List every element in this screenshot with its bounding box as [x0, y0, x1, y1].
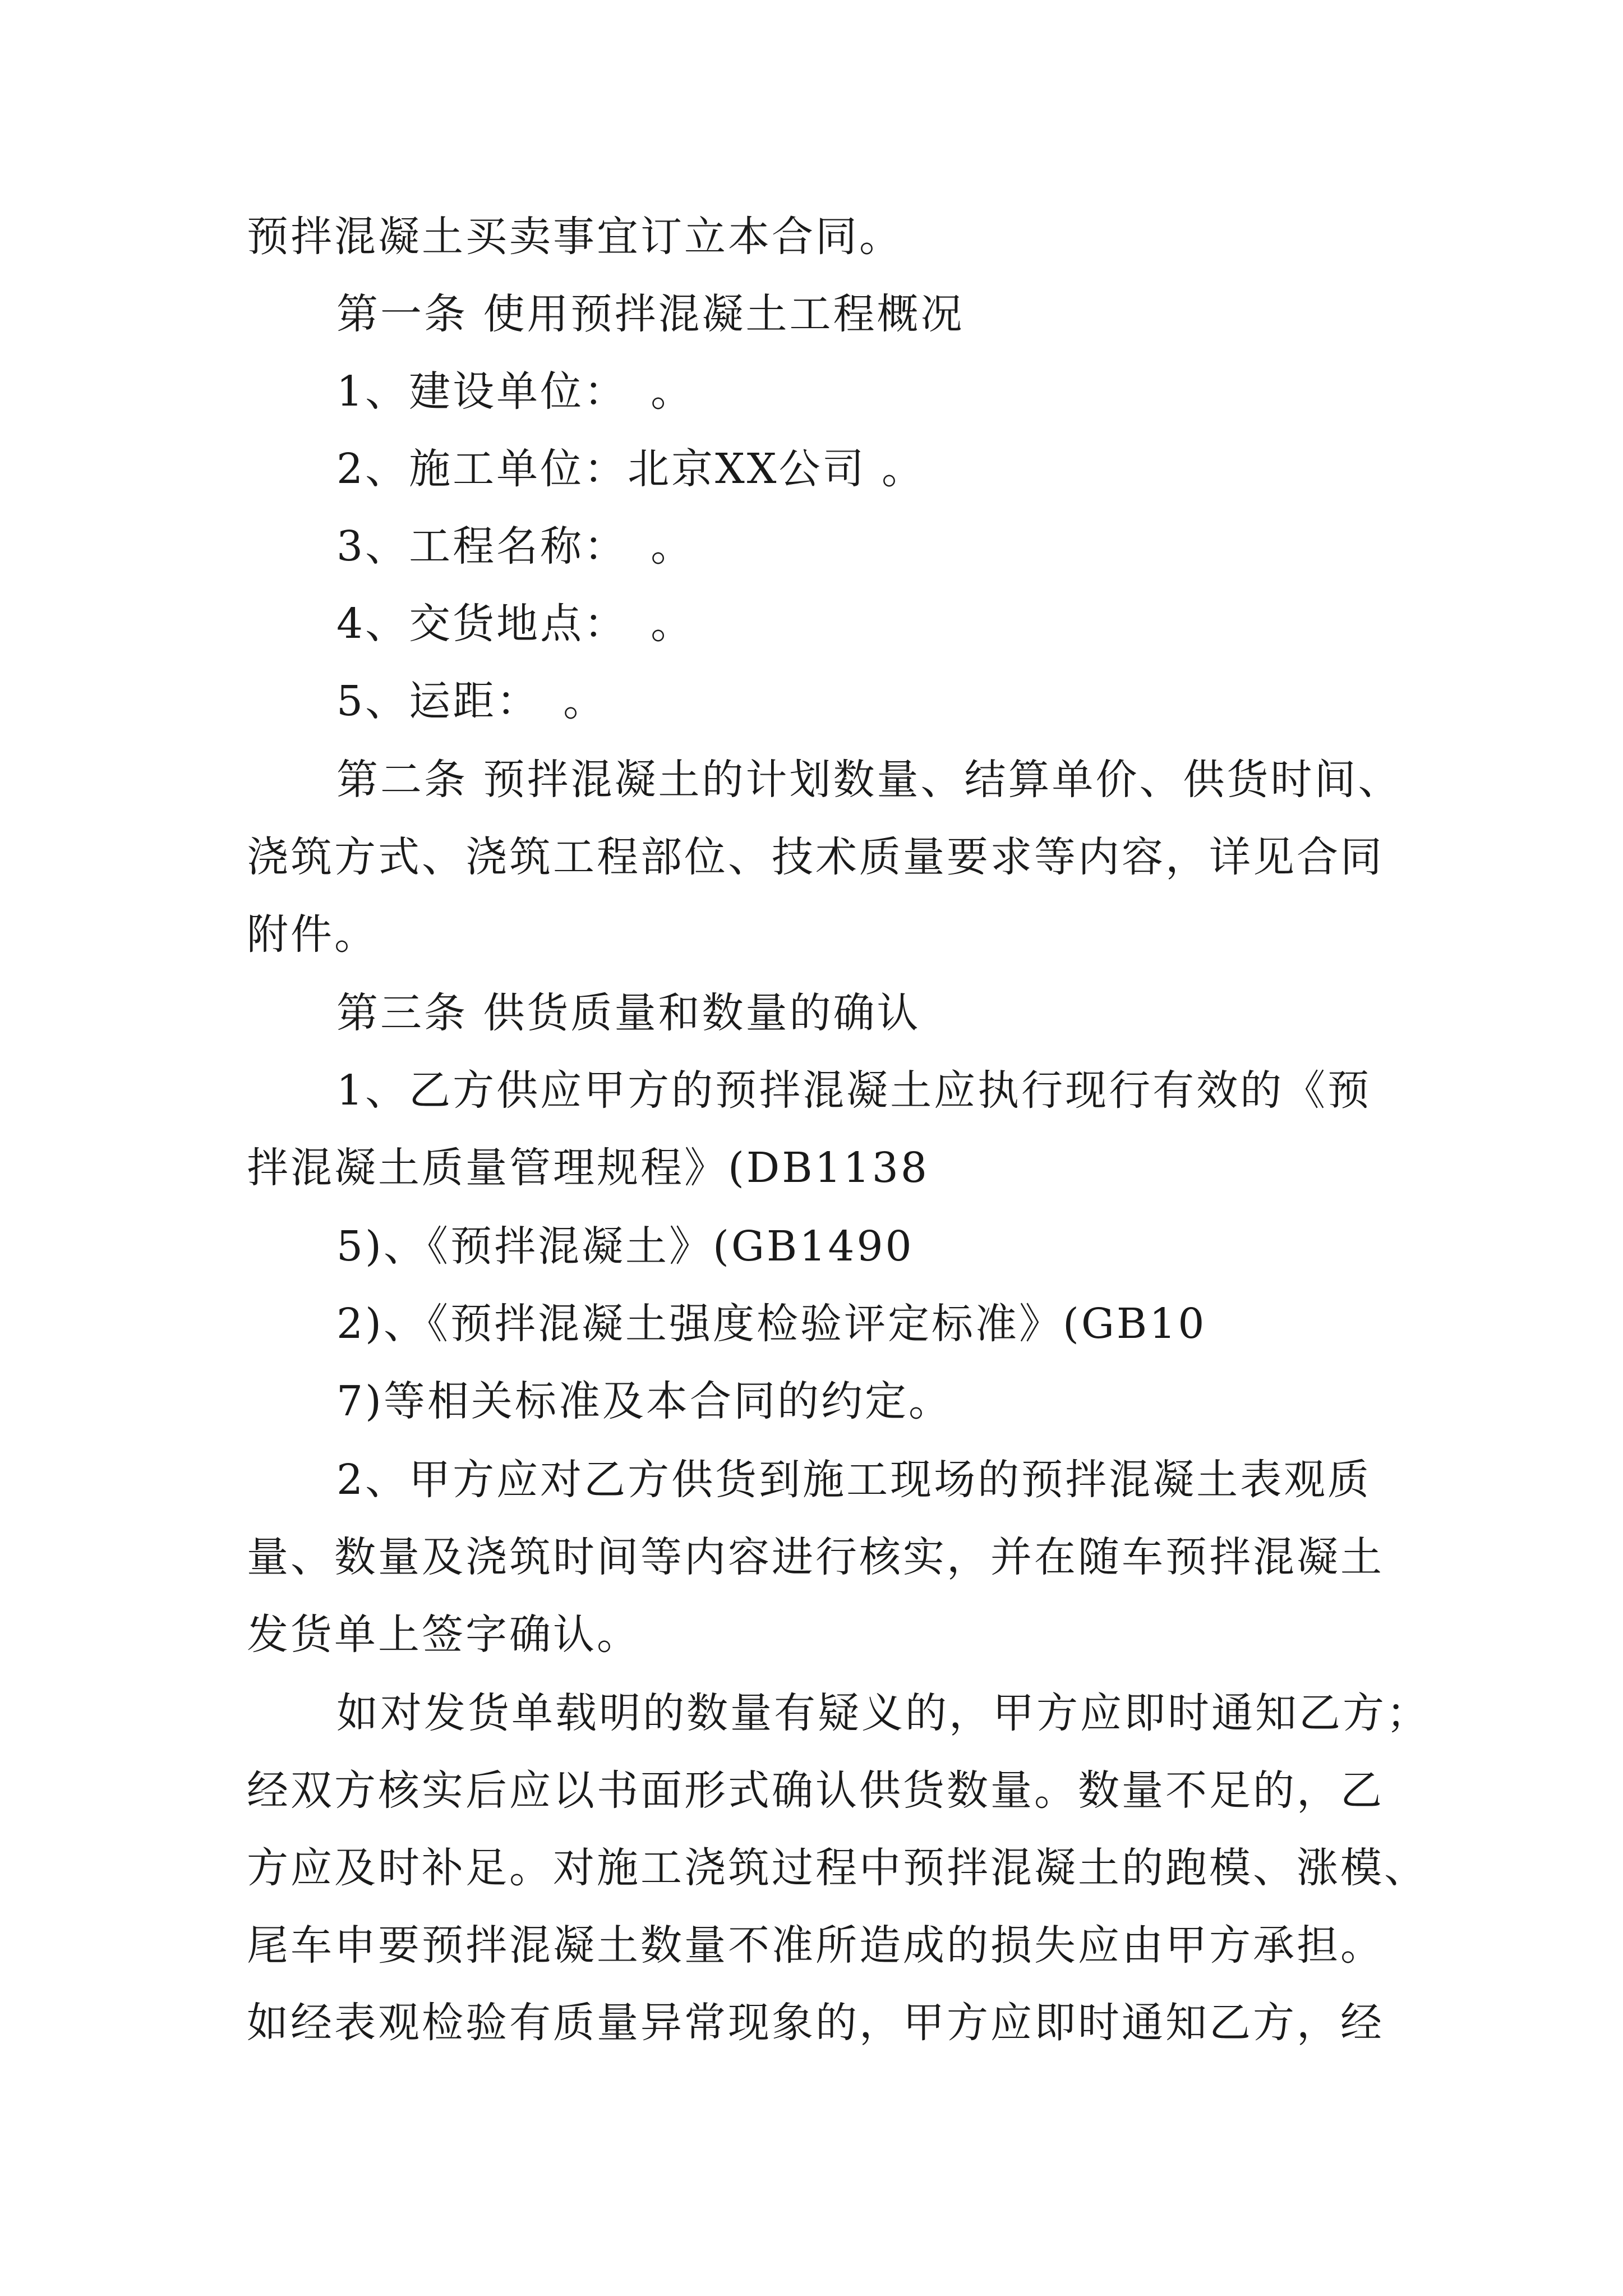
- section-heading-2: 第二条 预拌混凝土的计划数量、结算单价、供货时间、: [336, 756, 1402, 804]
- text-line: 7)等相关标准及本合同的约定。: [336, 1377, 952, 1425]
- text-line: 1、乙方供应甲方的预拌混凝土应执行现行有效的《预: [336, 1066, 1372, 1115]
- text-line: 2、施工单位：北京XX公司 。: [336, 445, 925, 493]
- text-line: 1、建设单位： 。: [336, 367, 695, 416]
- text-line: 附件。: [247, 910, 378, 959]
- text-line: 尾车申要预拌混凝土数量不准所造成的损失应由甲方承担。: [247, 1921, 1384, 1970]
- section-heading-3: 第三条 供货质量和数量的确认: [336, 989, 921, 1037]
- text-line: 5)、《预拌混凝土》(GB1490: [336, 1222, 914, 1271]
- text-line: 2、甲方应对乙方供货到施工现场的预拌混凝土表观质: [336, 1456, 1372, 1504]
- text-line: 发货单上签字确认。: [247, 1611, 640, 1659]
- text-line: 经双方核实后应以书面形式确认供货数量。数量不足的，乙: [247, 1766, 1384, 1815]
- text-line: 方应及时补足。对施工浇筑过程中预拌混凝土的跑模、涨模、: [247, 1844, 1428, 1892]
- text-line: 预拌混凝土买卖事宜订立本合同。: [247, 213, 903, 261]
- text-line: 如经表观检验有质量异常现象的，甲方应即时通知乙方，经: [247, 1999, 1384, 2047]
- text-line: 2)、《预拌混凝土强度检验评定标准》(GB10: [336, 1300, 1207, 1348]
- text-line: 5、运距： 。: [336, 677, 607, 725]
- text-line: 如对发货单载明的数量有疑义的，甲方应即时通知乙方；: [336, 1689, 1430, 1737]
- text-line: 量、数量及浇筑时间等内容进行核实，并在随车预拌混凝土: [247, 1533, 1384, 1581]
- text-line: 浇筑方式、浇筑工程部位、技术质量要求等内容，详见合同: [247, 833, 1384, 881]
- text-line: 拌混凝土质量管理规程》(DB1138: [247, 1144, 929, 1192]
- text-line: 3、工程名称： 。: [336, 522, 695, 570]
- section-heading-1: 第一条 使用预拌混凝土工程概况: [336, 290, 965, 338]
- text-line: 4、交货地点： 。: [336, 600, 695, 648]
